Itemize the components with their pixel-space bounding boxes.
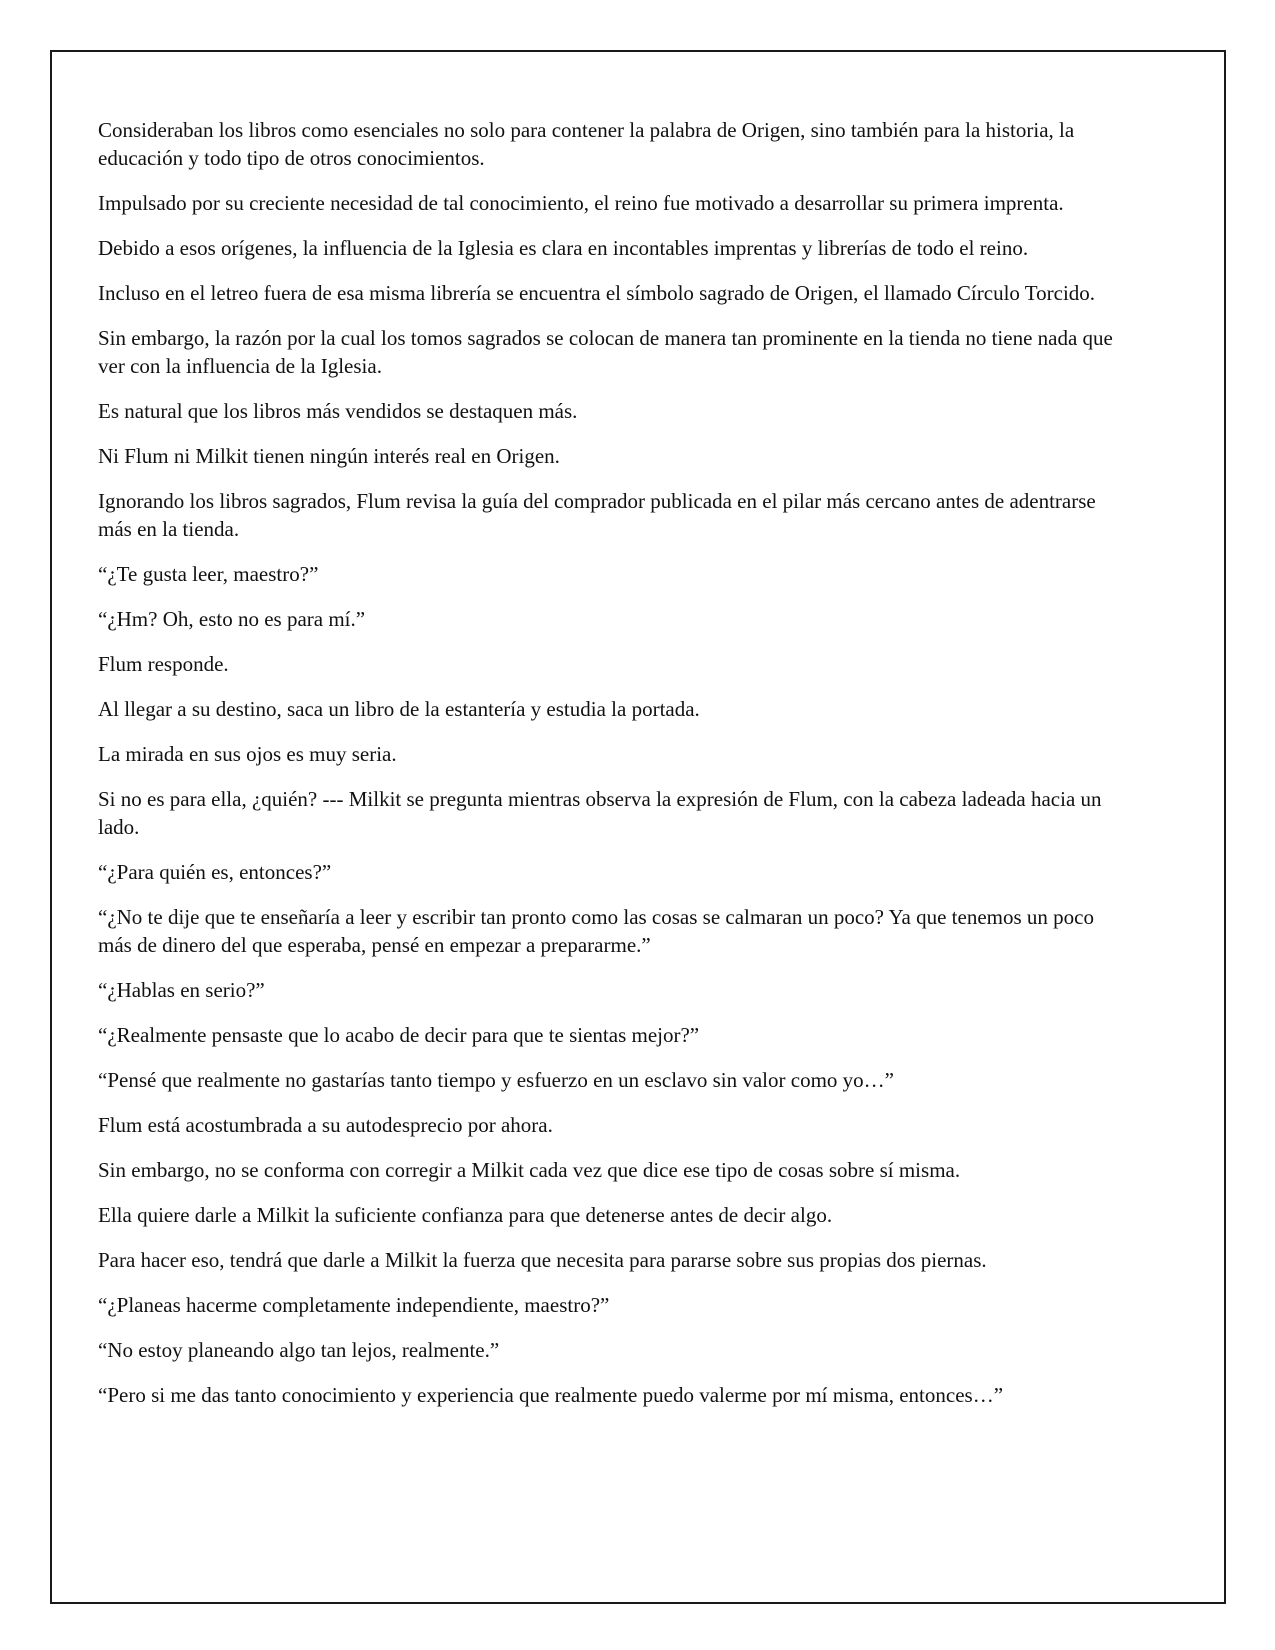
paragraph: Ella quiere darle a Milkit la suficiente confianza para que detenerse antes de decir algo. <box>98 1203 833 1227</box>
dialogue-line: “Pero si me das tanto conocimiento y experiencia que realmente puedo valerme por mí misma, entonces…” <box>98 1383 1004 1407</box>
paragraph: Flum responde. <box>98 652 229 676</box>
paragraph: Consideraban los libros como esenciales no solo para contener la palabra de Origen, sino también para la historia, la educación y todo tipo de otros conocimientos. <box>98 118 1075 170</box>
paragraph: Ni Flum ni Milkit tienen ningún interés real en Origen. <box>98 444 560 468</box>
dialogue-line: “¿Planeas hacerme completamente independiente, maestro?” <box>98 1293 610 1317</box>
paragraph: Debido a esos orígenes, la influencia de la Iglesia es clara en incontables imprentas y librerías de todo el reino. <box>98 236 1029 260</box>
paragraph: Si no es para ella, ¿quién? --- Milkit se pregunta mientras observa la expresión de Flum, con la cabeza ladeada hacia un lado. <box>98 787 1102 839</box>
paragraph: La mirada en sus ojos es muy seria. <box>98 742 397 766</box>
dialogue-line: “¿Hablas en serio?” <box>98 978 265 1002</box>
dialogue-line: “Pensé que realmente no gastarías tanto tiempo y esfuerzo en un esclavo sin valor como yo…” <box>98 1068 894 1092</box>
paragraph: Para hacer eso, tendrá que darle a Milkit la fuerza que necesita para pararse sobre sus propias dos piernas. <box>98 1248 987 1272</box>
paragraph: Sin embargo, no se conforma con corregir a Milkit cada vez que dice ese tipo de cosas sobre sí misma. <box>98 1158 961 1182</box>
paragraph: Es natural que los libros más vendidos se destaquen más. <box>98 399 578 423</box>
paragraph: Sin embargo, la razón por la cual los tomos sagrados se colocan de manera tan prominente en la tienda no tiene nada que ver con la influencia de la Iglesia. <box>98 326 1113 378</box>
paragraph: Incluso en el letreo fuera de esa misma librería se encuentra el símbolo sagrado de Origen, el llamado Círculo Torcido. <box>98 281 1096 305</box>
paragraph: Flum está acostumbrada a su autodesprecio por ahora. <box>98 1113 553 1137</box>
paragraph: Al llegar a su destino, saca un libro de la estantería y estudia la portada. <box>98 697 700 721</box>
document-body <box>98 116 1128 1426</box>
dialogue-line: “¿Te gusta leer, maestro?” <box>98 562 319 586</box>
dialogue-line: “¿No te dije que te enseñaría a leer y escribir tan pronto como las cosas se calmaran un poco? Ya que tenemos un poco más de dinero del que esperaba, pensé en empezar a prepararme.” <box>98 905 1094 957</box>
paragraph: Impulsado por su creciente necesidad de tal conocimiento, el reino fue motivado a desarrollar su primera imprenta. <box>98 191 1064 215</box>
dialogue-line: “¿Realmente pensaste que lo acabo de decir para que te sientas mejor?” <box>98 1023 700 1047</box>
paragraph: Ignorando los libros sagrados, Flum revisa la guía del comprador publicada en el pilar más cercano antes de adentrarse más en la tienda. <box>98 489 1096 541</box>
dialogue-line: “No estoy planeando algo tan lejos, realmente.” <box>98 1338 500 1362</box>
dialogue-line: “¿Hm? Oh, esto no es para mí.” <box>98 607 366 631</box>
dialogue-line: “¿Para quién es, entonces?” <box>98 860 332 884</box>
